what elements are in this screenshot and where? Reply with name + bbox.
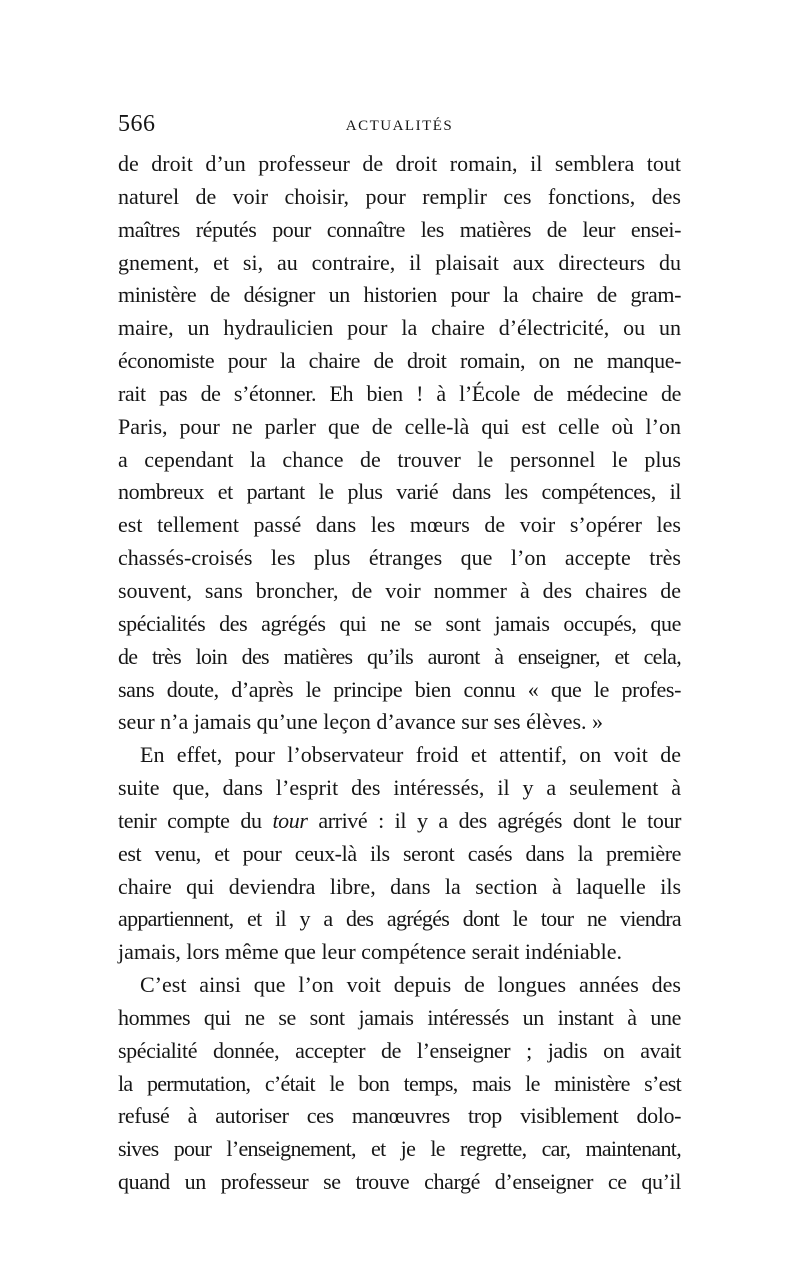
text-line: chaire qui deviendra libre, dans la section à laquelle ils (118, 873, 681, 899)
italic-word: tour (272, 807, 308, 833)
text-line: C’est ainsi que l’on voit depuis de longues années des (140, 972, 681, 998)
text-line: sives pour l’enseignement, et je le regrette, car, maintenant, (118, 1136, 681, 1162)
text-line: chassés-croisés les plus étranges que l’on accepte très (118, 545, 681, 571)
text-line: a cependant la chance de trouver le personnel le plus (118, 446, 681, 472)
text-line: souvent, sans broncher, de voir nommer à des chaires de (118, 577, 681, 603)
text-line: refusé à autoriser ces manœuvres trop visiblement dolo- (118, 1103, 681, 1129)
text-line: spécialités des agrégés qui ne se sont jamais occupés, que (118, 610, 681, 636)
text-line: est venu, et pour ceux-là ils seront casés dans la première (118, 840, 681, 866)
text-line: maîtres réputés pour connaître les matières de leur ensei- (118, 216, 681, 242)
text-line (118, 805, 681, 838)
paragraph-1 (118, 148, 681, 739)
text-line: gnement, et si, au contraire, il plaisait aux directeurs du (118, 249, 681, 275)
text-line: est tellement passé dans les mœurs de voir s’opérer les (118, 512, 681, 538)
text-line: maire, un hydraulicien pour la chaire d’électricité, ou un (118, 315, 681, 341)
text-line: nombreux et partant le plus varié dans les compétences, il (118, 479, 681, 505)
text-line: sans doute, d’après le principe bien connu « que le profes- (118, 676, 681, 702)
text-line: jamais, lors même que leur compétence serait indéniable. (118, 939, 622, 965)
running-head (118, 104, 681, 144)
text-line: naturel de voir choisir, pour remplir ces fonctions, des (118, 183, 681, 209)
text-line: En effet, pour l’observateur froid et attentif, on voit de (140, 742, 681, 768)
text-line: de très loin des matières qu’ils auront à enseigner, et cela, (118, 643, 681, 669)
text-line: ministère de désigner un historien pour la chaire de gram- (118, 282, 681, 308)
text-line: seur n’a jamais qu’une leçon d’avance sur ses élèves. » (118, 709, 604, 735)
text-line: quand un professeur se trouve chargé d’enseigner ce qu’il (118, 1169, 681, 1195)
paragraph-3 (118, 969, 681, 1199)
text-line: spécialité donnée, accepter de l’enseigner ; jadis on avait (118, 1037, 681, 1063)
page-number: 566 (118, 111, 156, 137)
text-line: de droit d’un professeur de droit romain, il semblera tout (118, 151, 681, 176)
text-line: Paris, pour ne parler que de celle-là qui est celle où l’on (118, 413, 681, 439)
text-line: économiste pour la chaire de droit romain, on ne manque- (118, 348, 681, 374)
paragraph-2 (118, 739, 681, 969)
text-line: la permutation, c’était le bon temps, mais le ministère s’est (118, 1070, 681, 1096)
text-segment: arrivé : il y a des agrégés dont le tour (307, 807, 681, 833)
body-text (118, 148, 681, 1199)
running-title: ACTUALITÉS (345, 118, 454, 134)
text-line: suite que, dans l’esprit des intéressés, il y a seulement à (118, 775, 681, 801)
text-segment: tenir compte du (118, 807, 273, 833)
text-line: appartiennent, et il y a des agrégés dont le tour ne viendra (118, 906, 681, 932)
text-line: hommes qui ne se sont jamais intéressés un instant à une (118, 1004, 681, 1030)
text-line: rait pas de s’étonner. Eh bien ! à l’École de médecine de (118, 380, 681, 406)
